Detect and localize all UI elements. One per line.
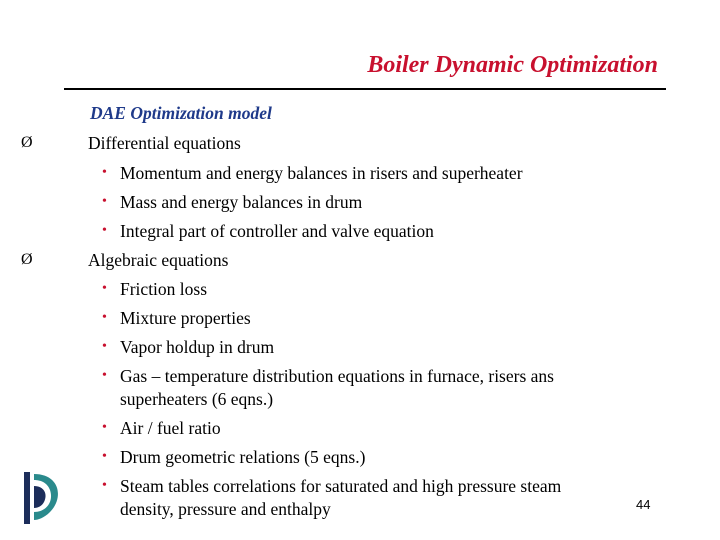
logo-icon (20, 468, 66, 528)
bullet-icon: • (102, 310, 107, 325)
list-item-text: Vapor holdup in drum (120, 337, 275, 357)
bullet-icon: • (102, 368, 107, 383)
list-item-text: Momentum and energy balances in risers and superheater (120, 163, 523, 183)
section-heading (21, 249, 229, 271)
bullet-icon: • (102, 194, 107, 209)
bullet-icon: • (102, 339, 107, 354)
section-heading-text: Algebraic equations (88, 250, 229, 270)
bullet-icon: • (102, 165, 107, 180)
title-divider (64, 88, 666, 90)
bullet-icon: • (102, 420, 107, 435)
list-item-text: Mixture properties (120, 308, 251, 328)
arrow-bullet-icon: Ø (21, 251, 33, 268)
list-item (102, 365, 554, 387)
slide-title: Boiler Dynamic Optimization (367, 52, 658, 78)
logo-bar (24, 472, 30, 524)
logo-arc-inner (34, 486, 46, 508)
list-item-text: Steam tables correlations for saturated and high pressure steam (120, 476, 562, 496)
list-item (102, 220, 434, 242)
page-number: 44 (636, 497, 651, 512)
bullet-icon: • (102, 223, 107, 238)
list-item-text: Integral part of controller and valve equation (120, 221, 434, 241)
list-item-continuation: density, pressure and enthalpy (120, 499, 331, 519)
list-item (102, 336, 275, 358)
list-item-text: Drum geometric relations (5 eqns.) (120, 447, 366, 467)
list-item-text: Gas – temperature distribution equations in furnace, risers ans (120, 366, 554, 386)
list-item-continuation: superheaters (6 eqns.) (120, 389, 274, 409)
list-item (102, 446, 366, 468)
list-item-text: Mass and energy balances in drum (120, 192, 363, 212)
section-heading-text: Differential equations (88, 133, 241, 153)
bullet-icon: • (102, 449, 107, 464)
bullet-icon: • (102, 281, 107, 296)
list-item (102, 417, 221, 439)
list-item (102, 278, 208, 300)
section-heading (21, 132, 241, 154)
bullet-icon: • (102, 478, 107, 493)
list-item (102, 307, 251, 329)
list-item-text: Air / fuel ratio (120, 418, 221, 438)
list-item (102, 475, 562, 497)
subtitle: DAE Optimization model (90, 103, 272, 123)
list-item (102, 191, 363, 213)
list-item (102, 162, 523, 184)
arrow-bullet-icon: Ø (21, 134, 33, 151)
list-item-text: Friction loss (120, 279, 208, 299)
